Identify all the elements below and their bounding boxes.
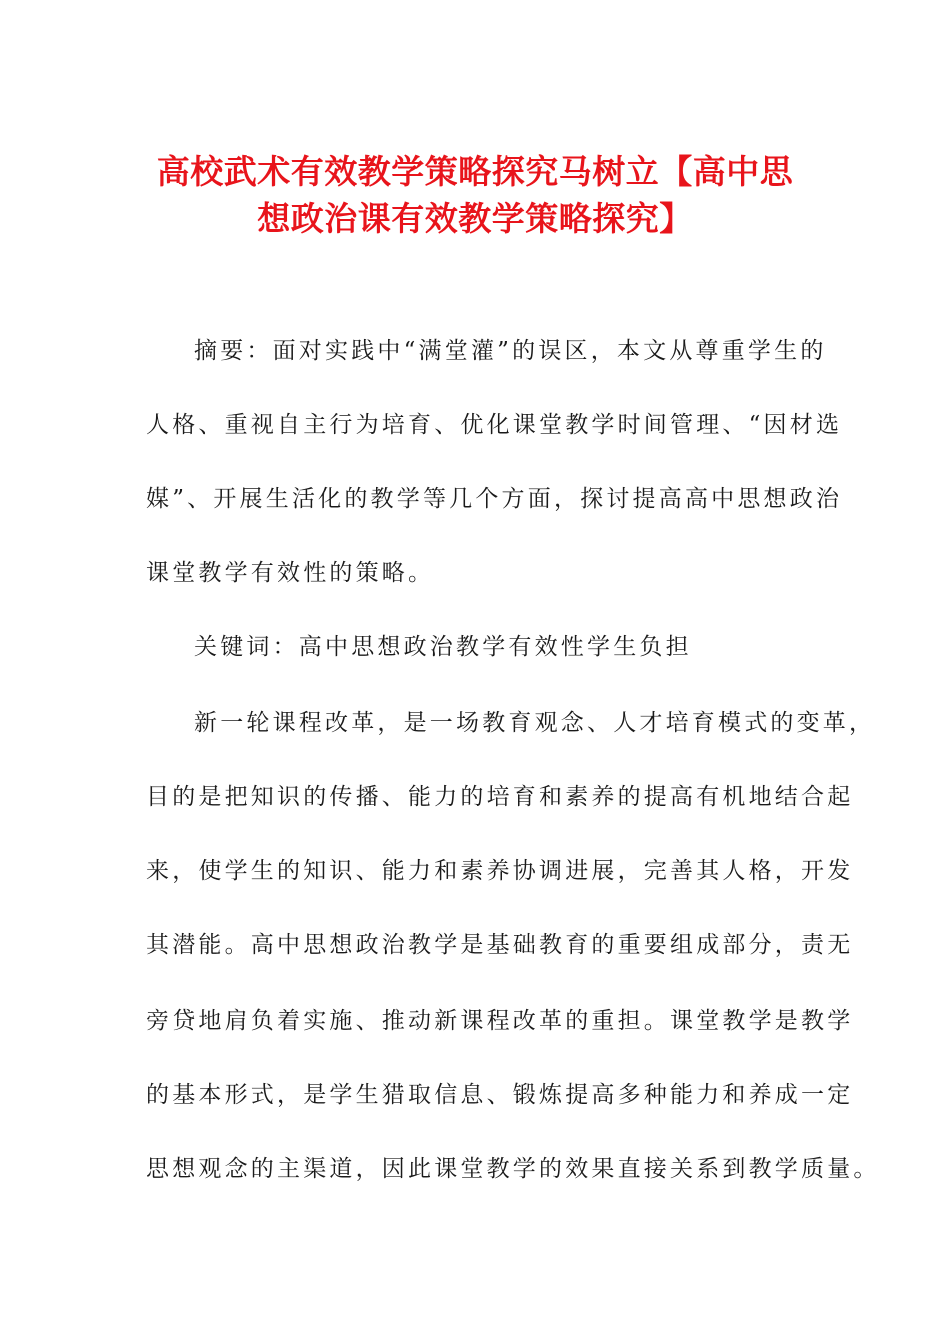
title-line-1: 高校武术有效教学策略探究马树立【高中思 [156,152,794,191]
abstract-line: 课堂教学有效性的策略。 [146,560,435,586]
body-line: 来，使学生的知识、能力和素养协调进展，完善其人格，开发 [146,858,854,884]
body-line: 目的是把知识的传播、能力的培育和素养的提高有机地结合起 [146,784,854,810]
keywords-line: 关键词：高中思想政治教学有效性学生负担 [194,634,692,660]
body-line: 思想观念的主渠道，因此课堂教学的效果直接关系到教学质量。 [146,1156,880,1182]
abstract-line: 摘要：面对实践中“满堂灌”的误区，本文从尊重学生的 [194,338,827,364]
body-line: 其潜能。高中思想政治教学是基础教育的重要组成部分，责无 [146,932,854,958]
document-title [140,148,810,242]
body-line: 旁贷地肩负着实施、推动新课程改革的重担。课堂教学是教学 [146,1008,854,1034]
body-line: 的基本形式，是学生猎取信息、锻炼提高多种能力和养成一定 [146,1082,854,1108]
title-line-2: 想政治课有效教学策略探究】 [257,199,693,238]
abstract-line: 人格、重视自主行为培育、优化课堂教学时间管理、“因材选 [146,412,843,438]
body-line: 新一轮课程改革，是一场教育观念、人才培育模式的变革， [194,710,876,736]
abstract-line: 媒”、开展生活化的教学等几个方面，探讨提高高中思想政治 [146,486,843,512]
